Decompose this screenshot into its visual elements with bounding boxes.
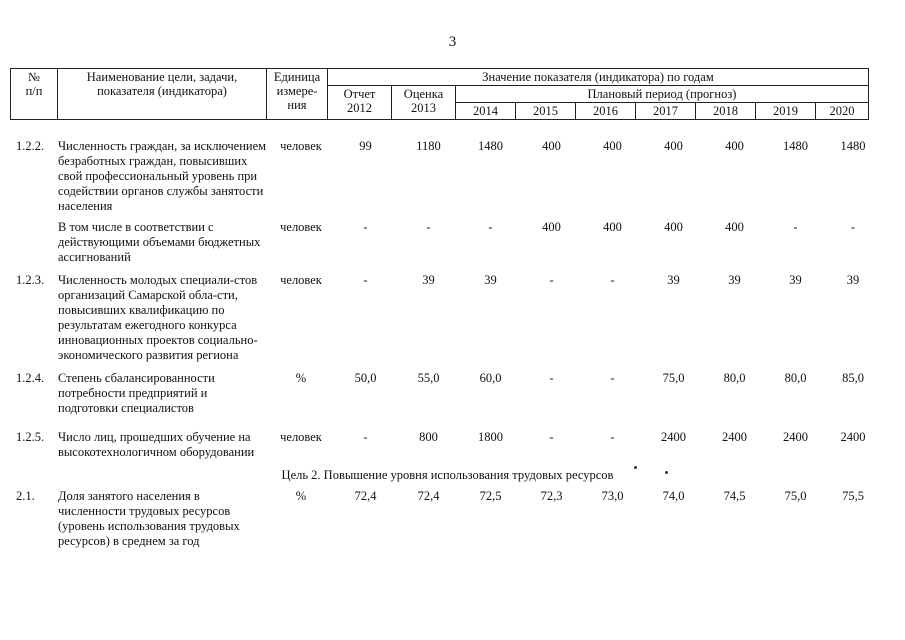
value-cell: 80,0	[784, 371, 807, 385]
indicator-name: Число лиц, прошедших обучение на высокотехнологичном оборудовании	[58, 430, 255, 459]
scan-speck	[665, 471, 668, 474]
value-cell: 1800	[478, 430, 503, 444]
value-cell: 72,4	[417, 489, 440, 503]
value-cell: 39	[846, 273, 860, 287]
value-cell: 400	[725, 139, 744, 153]
goal-heading: Цель 2. Повышение уровня использования трудовых ресурсов	[281, 468, 614, 482]
table-body	[10, 133, 885, 549]
value-cell: 75,0	[662, 371, 685, 385]
value-cell: 50,0	[354, 371, 377, 385]
indicator-name: Доля занятого населения в численности трудовых ресурсов (уровень использования трудовых ресурсов) в среднем за год	[58, 489, 240, 548]
unit-cell: человек	[280, 430, 322, 444]
year-header: 2020	[816, 103, 869, 120]
year-header: 2015	[516, 103, 576, 120]
value-cell: 400	[603, 139, 622, 153]
indicator-name: В том числе в соответствии с действующими объемами бюджетных ассигнований	[58, 220, 261, 264]
value-cell: 400	[725, 220, 744, 234]
value-cell: -	[488, 220, 493, 234]
value-cell: 39	[422, 273, 435, 287]
value-cell: -	[549, 371, 554, 385]
col-estimate-header: Оценка 2013	[392, 86, 456, 120]
value-cell: -	[426, 220, 431, 234]
value-cell: 2400	[661, 430, 686, 444]
value-cell: 800	[419, 430, 438, 444]
value-cell: -	[850, 220, 856, 234]
value-cell: 400	[542, 139, 561, 153]
unit-cell: %	[295, 489, 307, 503]
row-number: 2.1.	[16, 489, 35, 503]
row-number: 1.2.4.	[16, 371, 45, 385]
year-header: 2019	[756, 103, 816, 120]
table-row	[10, 220, 885, 265]
value-cell: 2400	[722, 430, 747, 444]
table-row	[10, 273, 885, 363]
value-cell: -	[363, 220, 368, 234]
value-cell: 1180	[416, 139, 441, 153]
value-cell: 2400	[840, 430, 866, 444]
value-cell: -	[610, 273, 615, 287]
value-cell: -	[610, 430, 615, 444]
value-cell: -	[363, 273, 368, 287]
value-cell: -	[549, 273, 554, 287]
value-cell: 72,3	[540, 489, 563, 503]
indicator-name: Степень сбалансированности потребности предприятий и подготовки специалистов	[58, 371, 215, 415]
col-report-header: Отчет 2012	[328, 86, 392, 120]
table-header	[10, 68, 869, 120]
value-cell: 72,5	[479, 489, 502, 503]
col-num-header: № п/п	[11, 69, 58, 120]
values-title: Значение показателя (индикатора) по годам	[328, 69, 869, 86]
value-cell: 74,0	[662, 489, 685, 503]
value-cell: -	[363, 430, 368, 444]
value-cell: -	[549, 430, 554, 444]
indicator-name: Численность молодых специали-стов организаций Самарской обла-сти, повысивших квалификацию по результатам ежегодного конкурса инновационных проектов социально-экономического развития региона	[58, 273, 258, 362]
table-row	[10, 489, 885, 549]
value-cell: 400	[603, 220, 622, 234]
value-cell: -	[610, 371, 615, 385]
value-cell: 55,0	[417, 371, 440, 385]
row-number: 1.2.3.	[16, 273, 45, 287]
value-cell: 1480	[478, 139, 503, 153]
value-cell: 400	[664, 220, 683, 234]
value-cell: 400	[542, 220, 561, 234]
value-cell: 1480	[840, 139, 866, 153]
year-header: 2014	[456, 103, 516, 120]
year-header: 2017	[636, 103, 696, 120]
value-cell: 400	[664, 139, 683, 153]
value-cell: 73,0	[601, 489, 624, 503]
row-number: 1.2.2.	[16, 139, 45, 153]
table-row	[10, 430, 885, 460]
value-cell: -	[793, 220, 798, 234]
unit-cell: %	[295, 371, 307, 385]
year-header: 2018	[696, 103, 756, 120]
value-cell: 39	[667, 273, 680, 287]
unit-cell: человек	[280, 220, 322, 234]
value-cell: 99	[359, 139, 372, 153]
unit-cell: человек	[280, 139, 322, 153]
col-name-header: Наименование цели, задачи, показателя (индикатора)	[58, 69, 267, 120]
col-unit-header: Единица измере-ния	[267, 69, 328, 120]
value-cell: 39	[484, 273, 497, 287]
value-cell: 85,0	[842, 371, 864, 385]
row-number: 1.2.5.	[16, 430, 45, 444]
value-cell: 39	[789, 273, 802, 287]
value-cell: 2400	[783, 430, 808, 444]
plan-period-header: Плановый период (прогноз)	[456, 86, 869, 103]
page-number: 3	[448, 34, 457, 50]
value-cell: 75,5	[842, 489, 864, 503]
value-cell: 1480	[783, 139, 808, 153]
value-cell: 80,0	[723, 371, 746, 385]
value-cell: 72,4	[354, 489, 377, 503]
scan-speck	[634, 466, 637, 469]
table-row	[10, 139, 885, 214]
indicator-name: Численность граждан, за исключением безработных граждан, повысивших свой профессиональный уровень при содействии органов службы занятости населения	[58, 139, 267, 213]
value-cell: 74,5	[723, 489, 746, 503]
value-cell: 39	[728, 273, 741, 287]
value-cell: 75,0	[784, 489, 807, 503]
value-cell: 60,0	[479, 371, 502, 385]
table-row	[10, 371, 885, 416]
year-header: 2016	[576, 103, 636, 120]
unit-cell: человек	[280, 273, 322, 287]
